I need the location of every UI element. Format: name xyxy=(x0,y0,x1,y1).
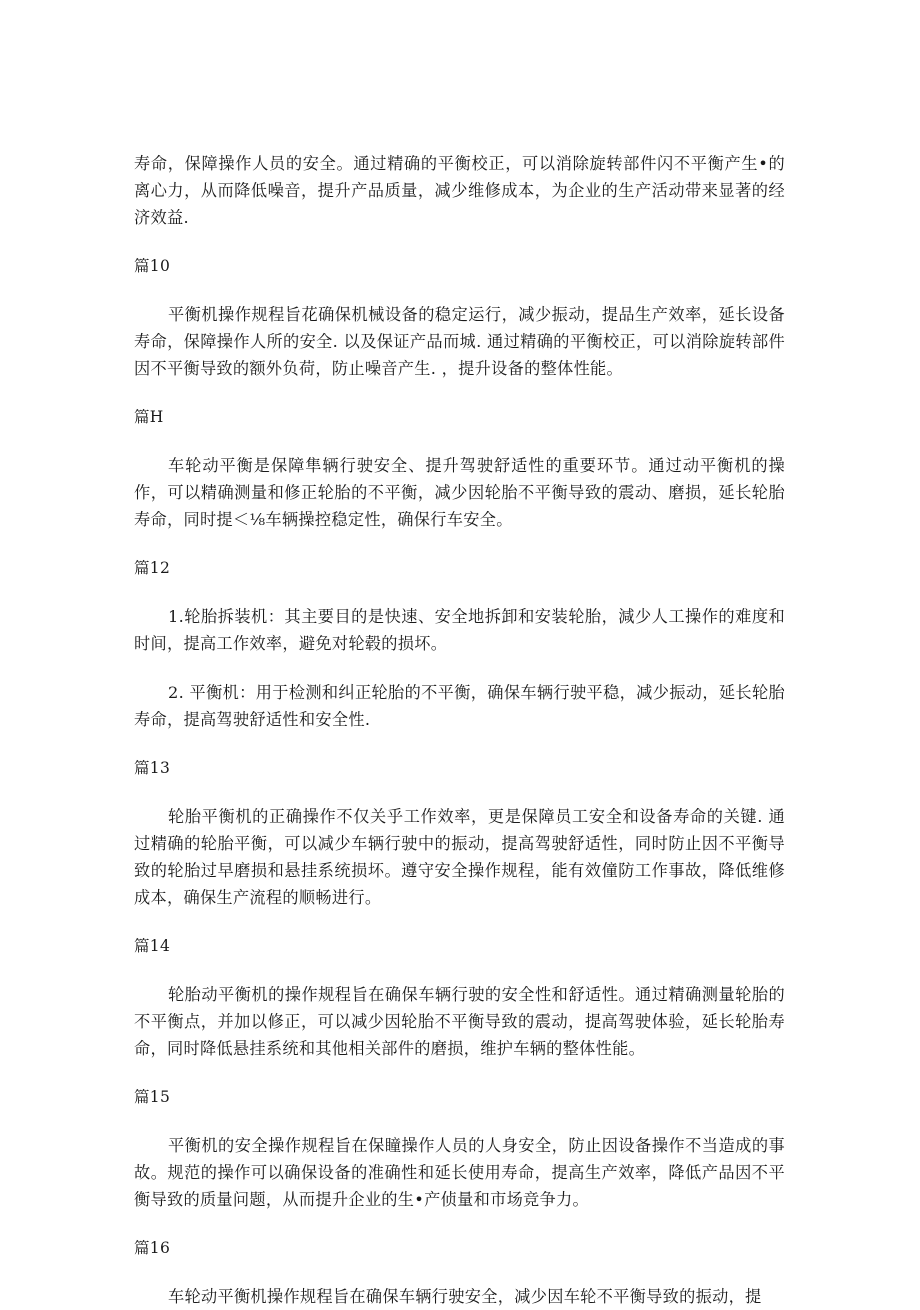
section-heading-12: 篇12 xyxy=(134,559,171,577)
paragraph-12-item-2: 2. 平衡机：用于检测和纠正轮胎的不平衡，确保车辆行驶平稳，减少振动，延长轮胎寿命，提高驾驶舒适性和安全性. xyxy=(134,683,785,729)
section-heading-10: 篇10 xyxy=(134,257,171,275)
section-heading-13: 篇13 xyxy=(134,759,171,777)
paragraph-16: 车轮动平衡机操作规程旨在确保车辆行驶安全，减少因车轮不平衡导致的振动，提 xyxy=(168,1287,762,1306)
section-heading-11: 篇H xyxy=(134,408,164,426)
paragraph-14: 轮胎动平衡机的操作规程旨在确保车辆行驶的安全性和舒适性。通过精确测量轮胎的不平衡点，并加以修正，可以减少因轮胎不平衡导致的震动，提高驾驶体验，延长轮胎寿命，同时降低悬挂系统和其他相关部件的磨损，维护车辆的整体性能。 xyxy=(134,985,785,1058)
paragraph-12-item-1: 1.轮胎拆装机：其主要目的是快速、安全地拆卸和安装轮胎，減少人工操作的难度和时间，提高工作效率，避免对轮毂的损坏。 xyxy=(134,607,785,653)
paragraph-13: 轮胎平衡机的正确操作不仅关乎工作效率，更是保障员工安全和设备寿命的关键. 通过精确的轮胎平衡，可以减少车辆行驶中的振动，提高驾驶舒适性，同时防止因不平衡导致的轮胎过早磨损和悬挂系统损坏。遵守安全操作规程，能有效僮防工作事故，降低维修成本，确保生产流程的顺畅进行。 xyxy=(134,807,785,907)
paragraph-10: 平衡机操作规程旨花确保机械设备的稳定运行，减少振动，提品生产效率，延长设备寿命，保障操作人所的安全. 以及保证产品而城. 通过精确的平衡校正，可以消除旋转部件因不平衡导致的额外负荷，防止噪音产生. ，提升设备的整体性能。 xyxy=(134,305,785,378)
paragraph-intro: 寿命，保障操作人员的安全。通过精确的平衡校正，可以消除旋转部件闪不平衡产生•的离心力，从而降低噪音，提升产品质量，减少维修成本，为企业的生产活动带来显著的经济效益. xyxy=(134,154,785,227)
paragraph-11: 车轮动平衡是保障隼辆行驶安全、提升驾驶舒适性的重要环节。通过动平衡机的操作，可以精确测量和修正轮胎的不平衡，减少因轮胎不平衡导致的震动、磨损，延长轮胎寿命，同时提＜⅛车辆操控稳定性，确保行车安全。 xyxy=(134,456,785,529)
section-heading-15: 篇15 xyxy=(134,1088,171,1106)
section-heading-14: 篇14 xyxy=(134,937,171,955)
paragraph-15: 平衡机的安全操作规程旨在保瞳操作人员的人身安全，防止因设备操作不当造成的事故。规范的操作可以确保设备的准确性和延长使用寿命，提高生产效率，降低产品因不平衡导致的质量问题，从而提升企业的生•产侦量和市场竞争力。 xyxy=(134,1136,785,1209)
section-heading-16: 篇16 xyxy=(134,1239,171,1257)
